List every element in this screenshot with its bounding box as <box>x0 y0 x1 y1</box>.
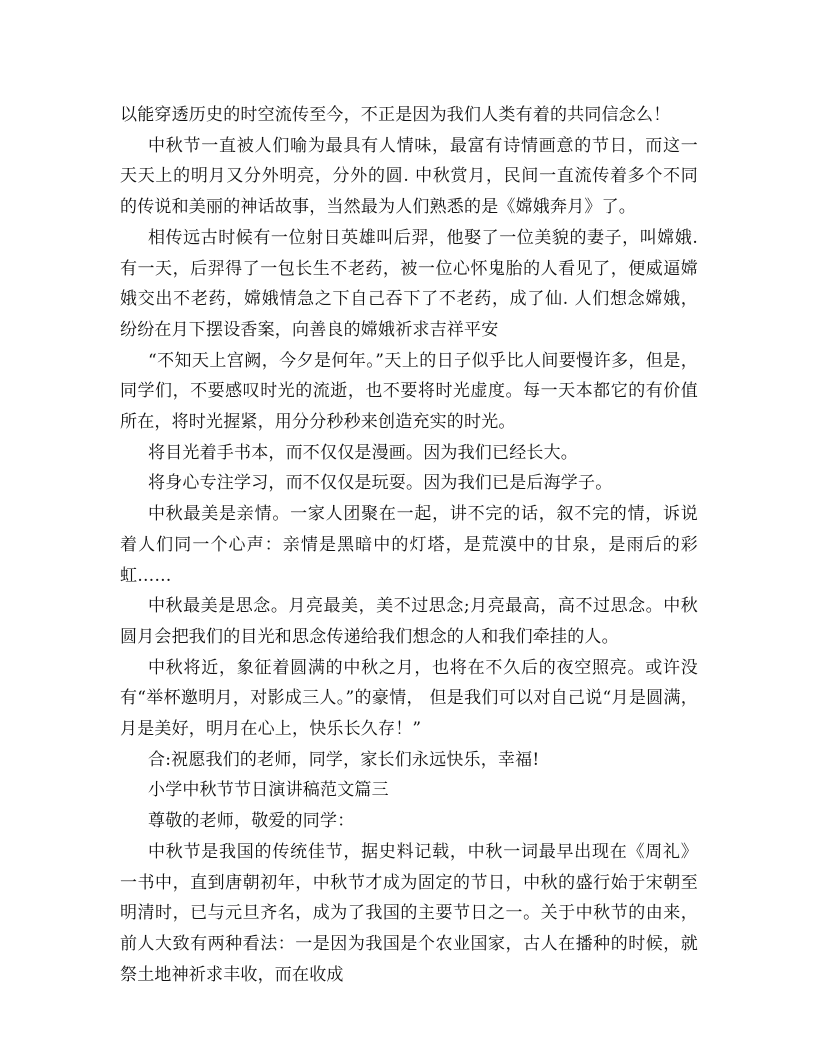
salutation: 尊敬的老师，敬爱的同学： <box>148 811 355 832</box>
paragraph: 中秋最美是亲情。一家人团聚在一起，讲不完的话，叙不完的情，诉说着人们同一个心声：亲情是黑暗中的灯塔，是荒漠中的甘泉，是雨后的彩虹…… <box>120 504 698 586</box>
paragraph: 合:祝愿我们的老师，同学，家长们永远快乐，幸福! <box>148 749 540 770</box>
paragraph: 将目光着手书本，而不仅仅是漫画。因为我们已经长大。 <box>148 442 578 463</box>
paragraph: 中秋节是我国的传统佳节，据史料记载，中秋一词最早出现在《周礼》一书中，直到唐朝初年，中秋节才成为固定的节日，中秋的盛行始于宋朝至明清时，已与元旦齐名，成为了我国的主要节日之一。关于中秋节的由来，前人大致有两种看法：一是因为我国是个农业国家，古人在播种的时候，就祭土地神祈求丰收，而在收成 <box>120 841 698 985</box>
paragraph: 相传远古时候有一位射日英雄叫后羿，他娶了一位美貌的妻子，叫嫦娥. 有一天，后羿得了一包长生不老药，被一位心怀鬼胎的人看见了，便威逼嫦娥交出不老药，嫦娥情急之下自己吞下了不老药，成了仙. 人们想念嫦娥，纷纷在月下摆设香案，向善良的嫦娥祈求吉祥平安 <box>120 227 698 340</box>
paragraph: “不知天上宫阙，今夕是何年。”天上的日子似乎比人间要慢许多，但是，同学们，不要感叹时光的流逝，也不要将时光虚度。每一天本都它的有价值所在，将时光握紧，用分分秒秒来创造充实的时光。 <box>120 350 698 433</box>
paragraph: 中秋最美是思念。月亮最美，美不过思念;月亮最高，高不过思念。中秋圆月会把我们的目光和思念传递给我们想念的人和我们牵挂的人。 <box>120 596 698 647</box>
paragraph: 将身心专注学习，而不仅仅是玩耍。因为我们已是后海学子。 <box>148 473 613 494</box>
document-body <box>120 100 698 990</box>
paragraph: 以能穿透历史的时空流传至今，不正是因为我们人类有着的共同信念么！ <box>120 105 671 125</box>
section-heading: 小学中秋节节日演讲稿范文篇三 <box>148 780 389 801</box>
paragraph: 中秋将近，象征着圆满的中秋之月，也将在不久后的夜空照亮。或许没有“举杯邀明月，对影成三人。”的豪情， 但是我们可以对自己说“月是圆满，月是美好，明月在心上，快乐长久存！” <box>120 657 698 740</box>
paragraph: 中秋节一直被人们喻为最具有人情味，最富有诗情画意的节日，而这一天天上的明月又分外明亮，分外的圆. 中秋赏月，民间一直流传着多个不同的传说和美丽的神话故事，当然最为人们熟悉的是《嫦娥奔月》了。 <box>120 135 698 218</box>
